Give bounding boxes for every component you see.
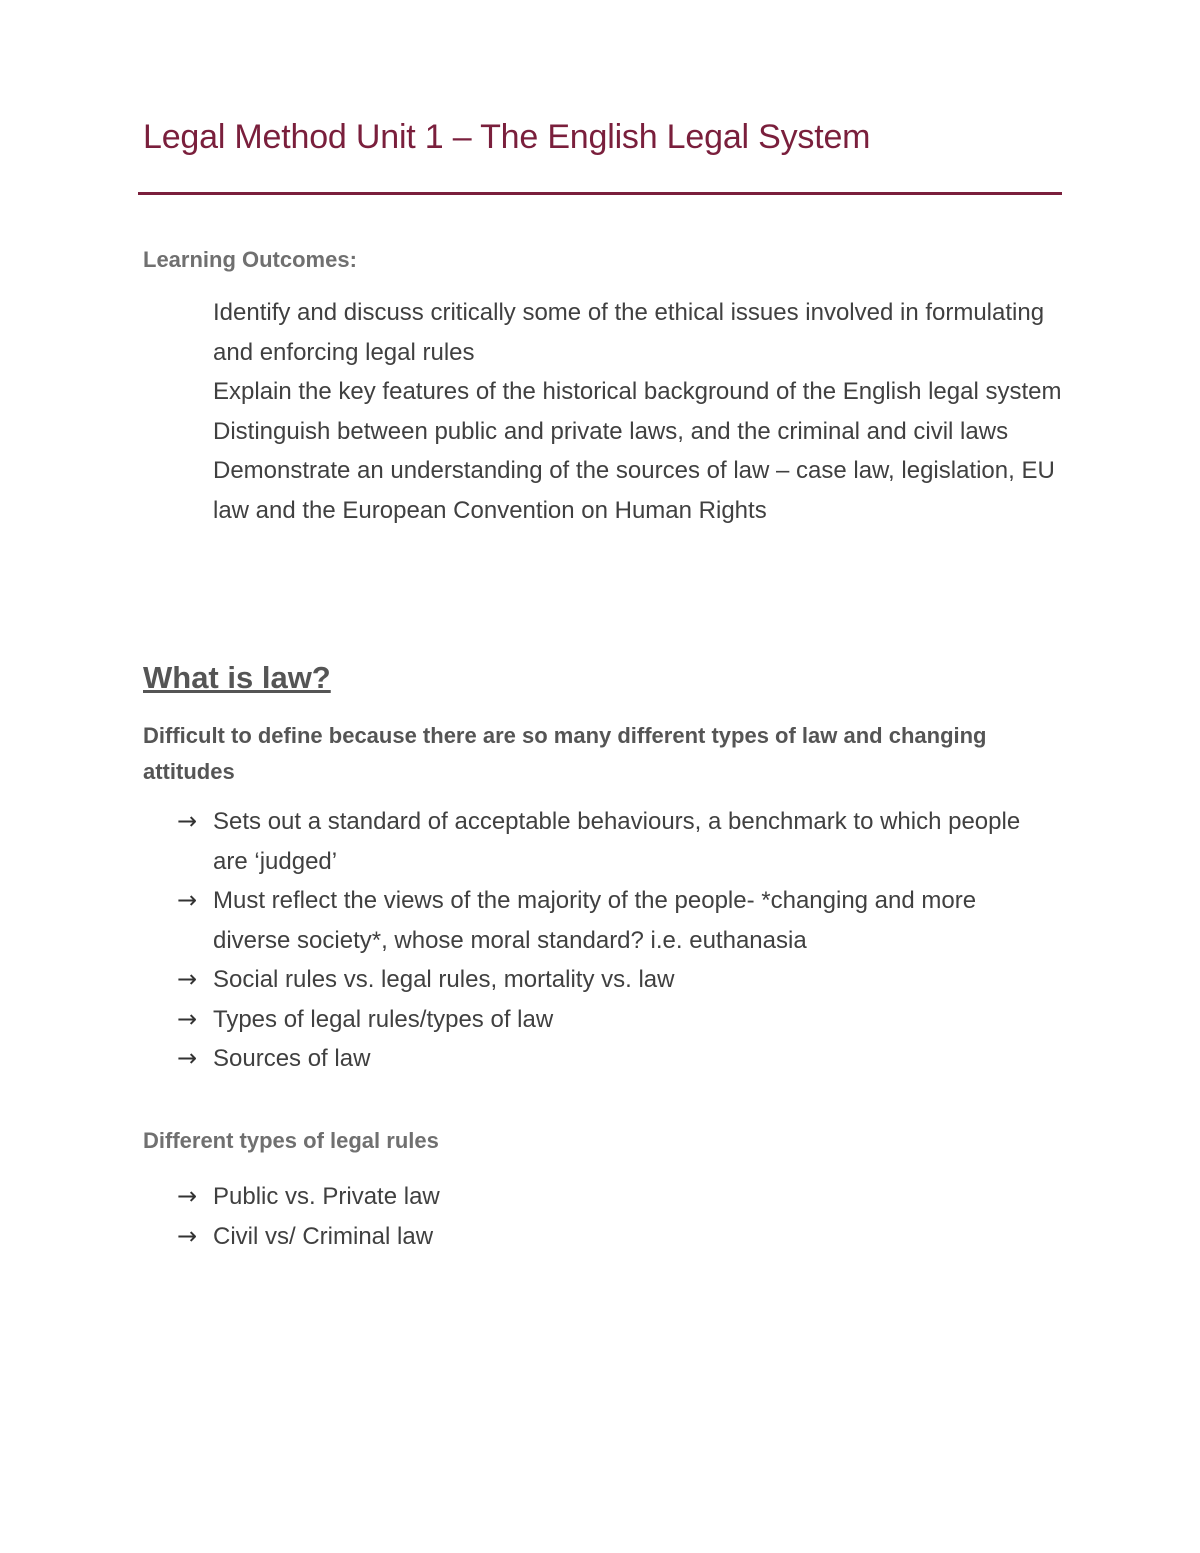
list-item xyxy=(177,1039,1057,1079)
learning-outcome-item: Distinguish between public and private laws, and the criminal and civil laws xyxy=(213,417,1009,445)
list-item xyxy=(177,1000,1057,1040)
arrow-right-icon: → xyxy=(177,1221,198,1250)
title-divider xyxy=(138,192,1062,195)
what-is-law-list xyxy=(177,802,1057,1079)
list-item-text: Social rules vs. legal rules, mortality vs. law xyxy=(213,966,675,993)
arrow-right-icon: → xyxy=(177,1182,198,1210)
what-is-law-intro: Difficult to define because there are so many different types of law and changing attitudes xyxy=(143,723,987,784)
legal-rules-list xyxy=(177,1177,1057,1256)
list-item-text: Public vs. Private law xyxy=(213,1183,440,1210)
list-item xyxy=(177,1177,1057,1217)
list-item xyxy=(177,960,1057,1000)
arrow-right-icon: → xyxy=(177,1044,198,1072)
list-item-text: Must reflect the views of the majority of the people- *changing and more diverse society*, whose moral standard? i.e. euthanasia xyxy=(213,887,977,954)
list-item-text: Civil vs/ Criminal law xyxy=(213,1222,434,1250)
arrow-right-icon: → xyxy=(177,807,198,835)
list-item xyxy=(177,1217,1057,1257)
learning-outcome-item: Demonstrate an understanding of the sources of law – case law, legislation, EU law and the European Convention on Human Rights xyxy=(213,457,1055,524)
what-is-law-heading: What is law? xyxy=(143,660,331,695)
list-item-text: Types of legal rules/types of law xyxy=(213,1005,554,1033)
learning-outcome-item: Identify and discuss critically some of the ethical issues involved in formulating and enforcing legal rules xyxy=(213,299,1045,366)
arrow-right-icon: → xyxy=(177,1004,198,1033)
document-title: Legal Method Unit 1 – The English Legal System xyxy=(143,118,871,156)
list-item xyxy=(177,802,1057,881)
learning-outcomes-list xyxy=(213,293,1073,530)
learning-outcome-item: Explain the key features of the historical background of the English legal system xyxy=(213,378,1062,405)
list-item-text: Sets out a standard of acceptable behaviours, a benchmark to which people are ‘judged’ xyxy=(213,808,1021,875)
list-item-text: Sources of law xyxy=(213,1045,371,1072)
arrow-right-icon: → xyxy=(177,965,198,993)
arrow-right-icon: → xyxy=(177,886,198,914)
list-item xyxy=(177,881,1057,960)
legal-rules-heading: Different types of legal rules xyxy=(143,1128,439,1153)
learning-outcomes-heading: Learning Outcomes: xyxy=(143,247,357,272)
